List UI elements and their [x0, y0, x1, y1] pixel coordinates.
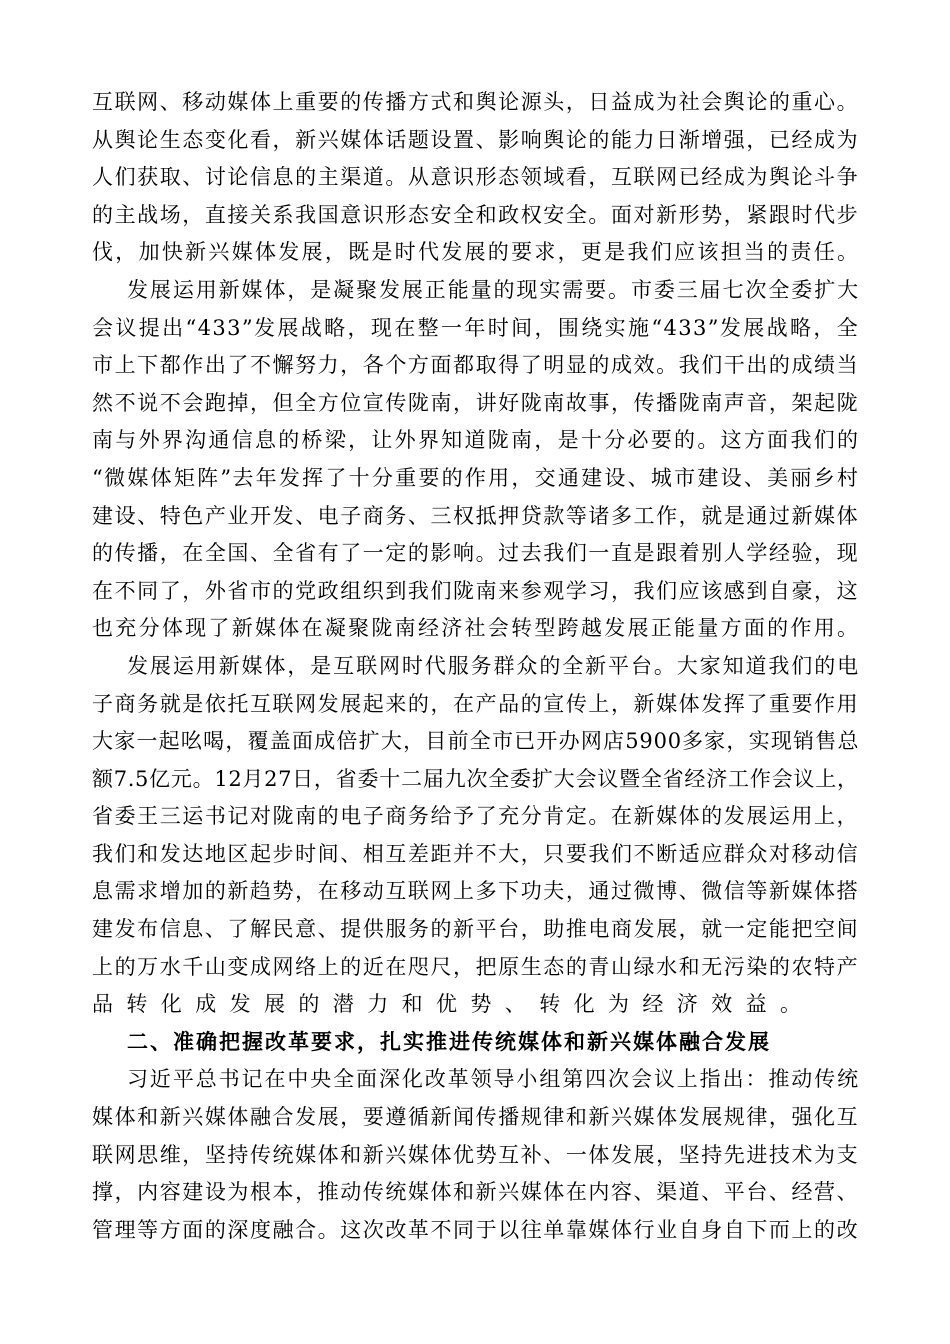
heading-text: 二、准确把握改革要求，扎实推进传统媒体和新兴媒体融合发展 — [127, 1029, 771, 1054]
text-line: 也 充 分 体 现 了 新 媒 体 在 凝 聚 陇 南 经 济 社 会 转 型 跨 越 发 展 正 能 量 方 面 的 作 用 。 — [92, 616, 858, 641]
text-line: 会 议 提 出 “ 4 3 3 ” 发 展 战 略 ， 现 在 整 一 年 时 间 ， 围 绕 实 施 “ 4 3 3 ” 发 展 战 略 ， 全 — [92, 315, 858, 340]
text-line: 建 发 布 信 息 、 了 解 民 意 、 提 供 服 务 的 新 平 台 ， 助 推 电 商 发 展 ， 就 一 定 能 把 空 间 — [92, 917, 858, 942]
text-line: 子 商 务 就 是 依 托 互 联 网 发 展 起 来 的 ， 在 产 品 的 宣 传 上 ， 新 媒 体 发 挥 了 重 要 作 用 — [92, 691, 858, 716]
text-line: 省 委 王 三 运 书 记 对 陇 南 的 电 子 商 务 给 予 了 充 分 肯 定 。 在 新 媒 体 的 发 展 运 用 上 ， — [92, 804, 858, 829]
text-line: 南 与 外 界 沟 通 信 息 的 桥 梁 ， 让 外 界 知 道 陇 南 ， 是 十 分 必 要 的 。 这 方 面 我 们 的 — [92, 428, 858, 453]
text-line: 撑 ， 内 容 建 设 为 根 本 ， 推 动 传 统 媒 体 和 新 兴 媒 体 在 内 容 、 渠 道 、 平 台 、 经 营 、 — [92, 1180, 858, 1205]
text-line: 人 们 获 取 、 讨 论 信 息 的 主 渠 道 。 从 意 识 形 态 领 域 看 ， 互 联 网 已 经 成 为 舆 论 斗 争 — [92, 165, 858, 190]
text-line: 市 上 下 都 作 出 了 不 懈 努 力 ， 各 个 方 面 都 取 得 了 明 显 的 成 效 。 我 们 干 出 的 成 绩 当 — [92, 353, 858, 378]
text-line: 互 联 网 、 移 动 媒 体 上 重 要 的 传 播 方 式 和 舆 论 源 头 ， 日 益 成 为 社 会 舆 论 的 重 心 。 — [92, 90, 858, 114]
document-page — [92, 84, 858, 1249]
text-line: 息 需 求 增 加 的 新 趋 势 ， 在 移 动 互 联 网 上 多 下 功 夫 ， 通 过 微 博 、 微 信 等 新 媒 体 搭 — [92, 879, 858, 904]
paragraph-3 — [92, 648, 858, 1024]
text-line: 额 7 . 5 亿 元 。 1 2 月 2 7 日 ， 省 委 十 二 届 九 次 全 委 扩 大 会 议 暨 全 省 经 济 工 作 会 议 上 ， — [92, 766, 858, 791]
section-heading — [92, 1024, 858, 1062]
text-line: 管 理 等 方 面 的 深 度 融 合 。 这 次 改 革 不 同 于 以 往 单 靠 媒 体 行 业 自 身 自 下 而 上 的 改 — [92, 1217, 858, 1242]
paragraph-1 — [92, 84, 858, 272]
text-line: 媒 体 和 新 兴 媒 体 融 合 发 展 ， 要 遵 循 新 闻 传 播 规 律 和 新 兴 媒 体 发 展 规 律 ， 强 化 互 — [92, 1105, 858, 1130]
text-line: 伐 ， 加 快 新 兴 媒 体 发 展 ， 既 是 时 代 发 展 的 要 求 ， 更 是 我 们 应 该 担 当 的 责 任 。 — [92, 240, 858, 265]
paragraph-2 — [92, 272, 858, 648]
text-line: 大 家 一 起 吆 喝 ， 覆 盖 面 成 倍 扩 大 ， 目 前 全 市 已 开 办 网 店 5 9 0 0 多 家 ， 实 现 销 售 总 — [92, 729, 859, 754]
text-line: 然 不 说 不 会 跑 掉 ， 但 全 方 位 宣 传 陇 南 ， 讲 好 陇 南 故 事 ， 传 播 陇 南 声 音 ， 架 起 陇 — [92, 390, 858, 415]
text-line: “ 微 媒 体 矩 阵 ” 去 年 发 挥 了 十 分 重 要 的 作 用 ， 交 通 建 设 、 城 市 建 设 、 美 丽 乡 村 — [92, 465, 858, 490]
text-line: 在 不 同 了 ， 外 省 市 的 党 政 组 织 到 我 们 陇 南 来 参 观 学 习 ， 我 们 应 该 感 到 自 豪 ， 这 — [92, 578, 858, 603]
text-line: 从 舆 论 生 态 变 化 看 ， 新 兴 媒 体 话 题 设 置 、 影 响 舆 论 的 能 力 日 渐 增 强 ， 已 经 成 为 — [92, 127, 858, 152]
text-line: 我 们 和 发 达 地 区 起 步 时 间 、 相 互 差 距 并 不 大 ， 只 要 我 们 不 断 适 应 群 众 对 移 动 信 — [92, 841, 858, 866]
text-line: 品转化成发展的潜力和优势、转化为经济效益。 — [92, 992, 815, 1017]
text-line: 发 展 运 用 新 媒 体 ， 是 凝 聚 发 展 正 能 量 的 现 实 需 要 。 市 委 三 届 七 次 全 委 扩 大 — [127, 277, 859, 302]
paragraph-4 — [92, 1061, 858, 1249]
text-line: 的 传 播 ， 在 全 国 、 全 省 有 了 一 定 的 影 响 。 过 去 我 们 一 直 是 跟 着 别 人 学 经 验 ， 现 — [92, 541, 858, 566]
text-line: 建 设 、 特 色 产 业 开 发 、 电 子 商 务 、 三 权 抵 押 贷 款 等 诸 多 工 作 ， 就 是 通 过 新 媒 体 — [92, 503, 858, 528]
text-line: 发 展 运 用 新 媒 体 ， 是 互 联 网 时 代 服 务 群 众 的 全 新 平 台 。 大 家 知 道 我 们 的 电 — [127, 653, 859, 678]
text-line: 上 的 万 水 千 山 变 成 网 络 上 的 近 在 咫 尺 ， 把 原 生 态 的 青 山 绿 水 和 无 污 染 的 农 特 产 — [92, 954, 858, 979]
text-line: 联 网 思 维 ， 坚 持 传 统 媒 体 和 新 兴 媒 体 优 势 互 补 、 一 体 发 展 ， 坚 持 先 进 技 术 为 支 — [92, 1142, 858, 1167]
text-line: 习 近 平 总 书 记 在 中 央 全 面 深 化 改 革 领 导 小 组 第 四 次 会 议 上 指 出 ： 推 动 传 统 — [127, 1067, 859, 1092]
text-line: 的 主 战 场 ， 直 接 关 系 我 国 意 识 形 态 安 全 和 政 权 安 全 。 面 对 新 形 势 ， 紧 跟 时 代 步 — [92, 202, 858, 227]
